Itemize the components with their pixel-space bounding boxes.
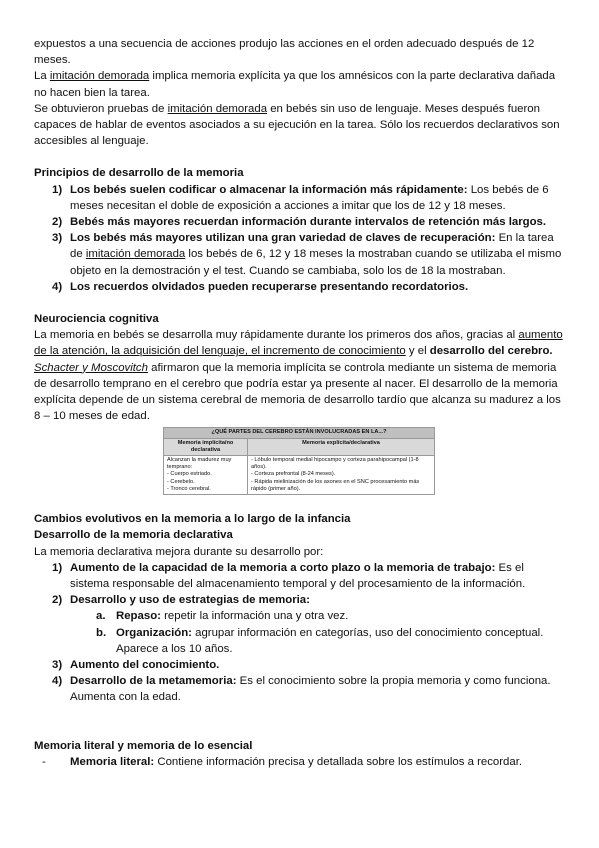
table-title: ¿QUÉ PARTES DEL CEREBRO ESTÁN INVOLUCRADAS EN LA...?	[164, 428, 435, 438]
neuro-paragraph-1	[34, 327, 564, 359]
underlined-term: imitación demorada	[85, 248, 186, 261]
item-number: 3)	[52, 232, 63, 245]
item-number: 4)	[52, 280, 63, 293]
item-number: 1)	[52, 183, 63, 196]
intro-paragraph-1: expuestos a una secuencia de acciones produjo las acciones en el orden adecuado después de 12 meses.	[34, 38, 535, 67]
item-text: agrupar información en categorías, uso del conocimiento conceptual. Aparece a los 10 años.	[116, 626, 544, 655]
list-item	[34, 657, 564, 673]
list-item	[34, 673, 564, 705]
item-number: 3)	[52, 658, 63, 671]
item-bold: Los recuerdos olvidados pueden recuperarse presentando recordatorios.	[70, 280, 469, 293]
item-bold: Memoria literal:	[70, 755, 155, 768]
item-bold: Repaso:	[116, 610, 161, 623]
underlined-term: imitación demorada	[167, 102, 268, 115]
item-text: Los bebés de 6 meses necesitan el doble de exposición a acciones a imitar que los de 12 y 18 meses.	[70, 183, 549, 212]
bullet-dash: -	[42, 755, 46, 768]
text: en bebés sin uso de lenguaje. Meses después fueron capaces de hablar de eventos asociados a su ejecución en la tarea. Sólo los recuerdos declarativos son accesibles al lenguaje.	[34, 102, 560, 148]
list-item	[34, 754, 564, 770]
list-item	[34, 592, 564, 608]
literal-list	[34, 754, 564, 770]
cell-line: - Cerebelo.	[167, 478, 195, 485]
intro-paragraph-2	[34, 68, 564, 100]
intro-paragraph-3	[34, 101, 564, 150]
text: afirmaron que la memoria implícita se controla mediante un sistema de memoria de desarrollo temprano en el cerebro que podría estar ya presente al nacer. El desarrollo de la memoria explícita depende de un sistema cerebral de memoria de desarrollo tardío que alcanza su madurez a los 8 – 10 meses de edad.	[34, 361, 561, 423]
item-bold: Aumento de la capacidad de la memoria a corto plazo o la memoria de trabajo:	[70, 561, 496, 574]
bold-term: desarrollo del cerebro.	[429, 345, 553, 358]
cell-line: Alcanzan la madurez muy temprano:	[167, 457, 232, 471]
cell-line: - Corteza prefrontal (8-24 meses).	[251, 471, 336, 478]
item-letter: a.	[96, 610, 106, 623]
section-heading-principios: Principios de desarrollo de la memoria	[34, 167, 244, 180]
section-heading-literal: Memoria literal y memoria de lo esencial	[34, 739, 253, 752]
item-bold: Desarrollo y uso de estrategias de memoria:	[70, 594, 310, 607]
subsection-heading-declarativa: Desarrollo de la memoria declarativa	[34, 529, 233, 542]
item-number: 1)	[52, 561, 63, 574]
principios-list	[34, 182, 564, 295]
item-number: 4)	[52, 675, 63, 688]
cell-line: - Lóbulo temporal medial hipocampo y corteza parahipocampal (1-8 años).	[251, 457, 419, 471]
table-header-implicit: Memoria implícita/no declarativa	[164, 438, 248, 455]
text: La memoria en bebés se desarrolla muy rápidamente durante los primeros dos años, gracias al	[34, 329, 519, 342]
text: y el	[405, 345, 430, 358]
item-bold: Aumento del conocimiento.	[70, 658, 220, 671]
item-text: En la tarea de	[70, 232, 554, 261]
list-item	[34, 230, 564, 279]
item-letter: b.	[96, 626, 107, 639]
table-cell-explicit	[248, 456, 435, 495]
neuro-paragraph-2	[34, 360, 564, 425]
section-heading-cambios: Cambios evolutivos en la memoria a lo largo de la infancia	[34, 513, 351, 526]
item-bold: Los bebés suelen codificar o almacenar la información más rápidamente:	[70, 183, 468, 196]
list-item	[34, 560, 564, 592]
item-text: Es el sistema responsable del almacenamiento temporal y del procesamiento de la información.	[70, 561, 526, 590]
list-item	[34, 279, 564, 295]
text: La	[34, 70, 50, 83]
table-cell-implicit	[164, 456, 248, 495]
list-item	[34, 214, 564, 230]
cambios-intro: La memoria declarativa mejora durante su desarrollo por:	[34, 545, 324, 558]
item-text: los bebés de 6, 12 y 18 meses la mostraban cuando se utilizaba el mismo objeto en la demostración y el test. Cuando se cambiaba, solo los de 18 la mostraban.	[70, 248, 562, 277]
item-number: 2)	[52, 594, 63, 607]
item-bold: Bebés más mayores recuerdan información durante intervalos de retención más largos.	[70, 216, 547, 229]
document-page	[34, 36, 564, 770]
list-item	[34, 182, 564, 214]
underlined-term: imitación demorada	[49, 70, 150, 83]
section-heading-neuro: Neurociencia cognitiva	[34, 313, 159, 326]
cell-line: - Rápida mielinización de los axones en el SNC procesamiento más rápido (primer año).	[251, 478, 420, 492]
item-bold: Los bebés más mayores utilizan una gran variedad de claves de recuperación:	[70, 232, 496, 245]
cell-line: - Cuerpo estriado.	[167, 471, 212, 478]
item-number: 2)	[52, 216, 63, 229]
item-bold: Organización:	[116, 626, 192, 639]
text: implica memoria explícita ya que los amnésicos con la parte declarativa dañada no hacen bien la tarea.	[34, 70, 556, 99]
table-header-explicit: Memoria explícita/declarativa	[248, 438, 435, 455]
item-bold: Desarrollo de la metamemoria:	[70, 675, 237, 688]
text: Se obtuvieron pruebas de	[34, 102, 168, 115]
item-text: Contiene información precisa y detallada sobre los estímulos a recordar.	[154, 755, 523, 768]
brain-parts-table	[163, 427, 435, 495]
sub-list-item	[34, 625, 564, 657]
sub-list-item	[34, 608, 564, 624]
cambios-list	[34, 560, 564, 706]
item-text: Es el conocimiento sobre la propia memoria y como funciona. Aumenta con la edad.	[70, 675, 551, 704]
author-reference: Schacter y Moscovitch	[34, 361, 148, 374]
item-text: repetir la información una y otra vez.	[160, 610, 349, 623]
underlined-term: aumento de la atención, la adquisición del lenguaje, el incremento de conocimiento	[34, 329, 563, 358]
cell-line: - Tronco cerebral.	[167, 485, 211, 492]
